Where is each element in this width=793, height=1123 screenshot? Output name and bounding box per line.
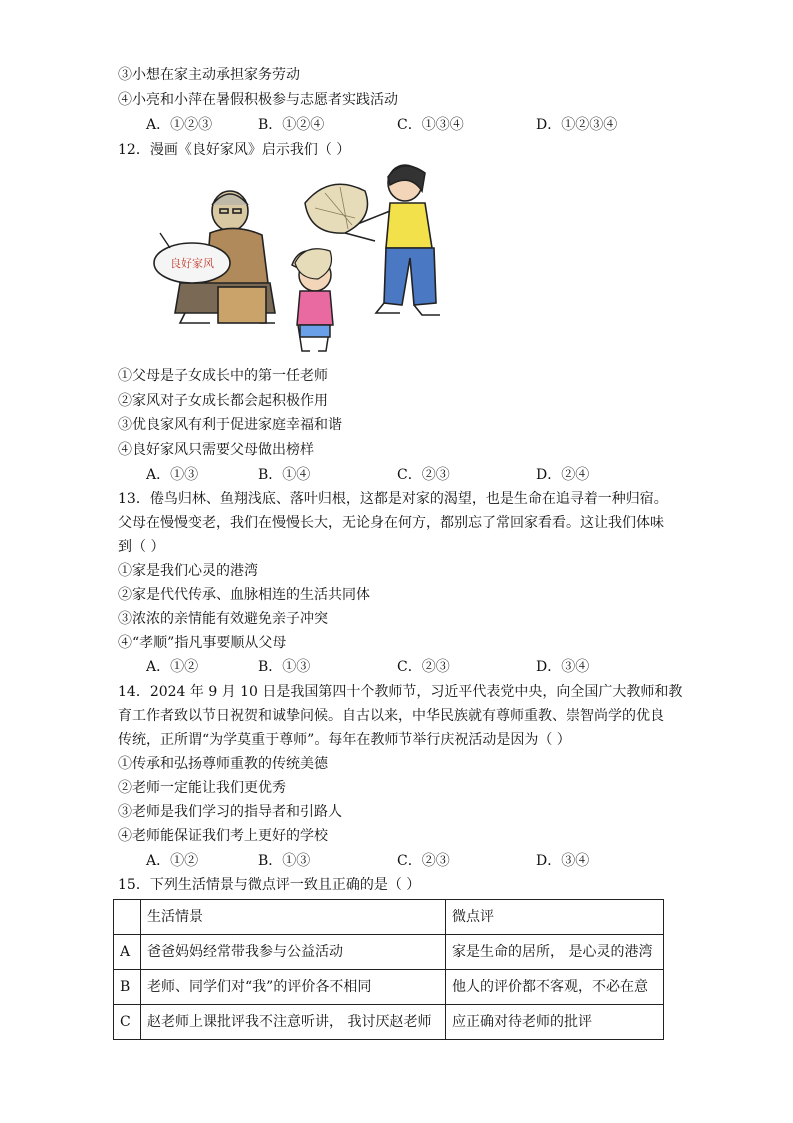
q13-item-2: ②家是代代传承、血脉相连的生活共同体 bbox=[118, 587, 370, 603]
table-header-cell bbox=[114, 900, 141, 935]
q14-item-3: ③老师是我们学习的指导者和引路人 bbox=[118, 804, 342, 820]
cartoon-embroidery-text: 良好家风 bbox=[170, 257, 214, 270]
q13-stem-line-2: 父母在慢慢变老，我们在慢慢长大，无论身在何方，都别忘了常回家看看。这让我们体味 bbox=[118, 515, 664, 531]
q14-item-2: ②老师一定能让我们更优秀 bbox=[118, 780, 286, 796]
q12-item-3: ③优良家风有利于促进家庭幸福和谐 bbox=[118, 417, 342, 433]
q13-option-a: A．①② bbox=[146, 659, 199, 675]
big-fan bbox=[305, 184, 375, 241]
good-family-tradition-cartoon bbox=[140, 163, 480, 363]
q11-option-a: A．①②③ bbox=[146, 117, 213, 133]
q14-option-d: D．③④ bbox=[536, 853, 590, 869]
q14-stem-line-2: 育工作者致以节日祝贺和诚挚问候。自古以来，中华民族就有尊师重教、崇智尚学的优良 bbox=[118, 708, 664, 724]
q13-stem-line-3: 到（ ） bbox=[118, 539, 165, 555]
q12-item-2: ②家风对子女成长都会起积极作用 bbox=[118, 393, 328, 409]
q13-option-d: D．③④ bbox=[536, 659, 590, 675]
q14-stem-line-1: 14．2024 年 9 月 10 日是我国第四十个教师节，习近平代表党中央，向全国广大教师和教 bbox=[118, 684, 683, 700]
q11-option-b: B．①②④ bbox=[258, 117, 325, 133]
table-row bbox=[114, 935, 664, 970]
table-header-row bbox=[114, 900, 664, 935]
table-header-cell: 生活情景 bbox=[141, 900, 446, 935]
table-row bbox=[114, 970, 664, 1005]
q12-option-d: D．②④ bbox=[536, 467, 590, 483]
table-cell-label: A bbox=[114, 935, 141, 970]
q14-option-b: B．①③ bbox=[258, 853, 311, 869]
table-cell-comment: 应正确对待老师的批评 bbox=[446, 1005, 664, 1040]
table-cell-comment: 他人的评价都不客观，不必在意 bbox=[446, 970, 664, 1005]
table-cell-scenario: 赵老师上课批评我不注意听讲， 我讨厌赵老师 bbox=[141, 1005, 446, 1040]
table-cell-scenario: 爸爸妈妈经常带我参与公益活动 bbox=[141, 935, 446, 970]
q11-option-d: D．①②③④ bbox=[536, 117, 618, 133]
q14-item-4: ④老师能保证我们考上更好的学校 bbox=[118, 828, 328, 844]
q14-item-1: ①传承和弘扬尊师重教的传统美德 bbox=[118, 756, 328, 772]
q15-stem: 15．下列生活情景与微点评一致且正确的是（ ） bbox=[118, 877, 421, 893]
mother-figure bbox=[355, 165, 440, 315]
q12-item-1: ①父母是子女成长中的第一任老师 bbox=[118, 368, 328, 384]
q13-item-3: ③浓浓的亲情能有效避免亲子冲突 bbox=[118, 611, 328, 627]
q14-stem-line-3: 传统，正所谓“为学莫重于尊师”。每年在教师节举行庆祝活动是因为（ ） bbox=[118, 732, 571, 748]
q11-option-c: C．①③④ bbox=[397, 117, 464, 133]
table-cell-label: C bbox=[114, 1005, 141, 1040]
q13-stem-line-1: 13．倦鸟归林、鱼翔浅底、落叶归根，这都是对家的渴望，也是生命在追寻着一种归宿。 bbox=[118, 491, 668, 507]
q12-item-4: ④良好家风只需要父母做出榜样 bbox=[118, 442, 314, 458]
q12-option-b: B．①④ bbox=[258, 467, 311, 483]
q11-item-4: ④小亮和小萍在暑假积极参与志愿者实践活动 bbox=[118, 92, 398, 108]
q13-item-4: ④“孝顺”指凡事要顺从父母 bbox=[118, 635, 287, 651]
q12-option-a: A．①③ bbox=[146, 467, 199, 483]
q14-option-c: C．②③ bbox=[397, 853, 450, 869]
table-header-cell: 微点评 bbox=[446, 900, 664, 935]
q12-option-c: C．②③ bbox=[397, 467, 450, 483]
q11-item-3: ③小想在家主动承担家务劳动 bbox=[118, 67, 300, 83]
q14-option-a: A．①② bbox=[146, 853, 199, 869]
table-cell-comment: 家是生命的居所， 是心灵的港湾 bbox=[446, 935, 664, 970]
q15-table bbox=[113, 899, 664, 1040]
table-row bbox=[114, 1005, 664, 1040]
q13-item-1: ①家是我们心灵的港湾 bbox=[118, 563, 258, 579]
q12-stem: 12．漫画《良好家风》启示我们（ ） bbox=[118, 142, 351, 158]
table-cell-scenario: 老师、同学们对“我”的评价各不相同 bbox=[141, 970, 446, 1005]
table-cell-label: B bbox=[114, 970, 141, 1005]
q13-option-c: C．②③ bbox=[397, 659, 450, 675]
q13-option-b: B．①③ bbox=[258, 659, 311, 675]
